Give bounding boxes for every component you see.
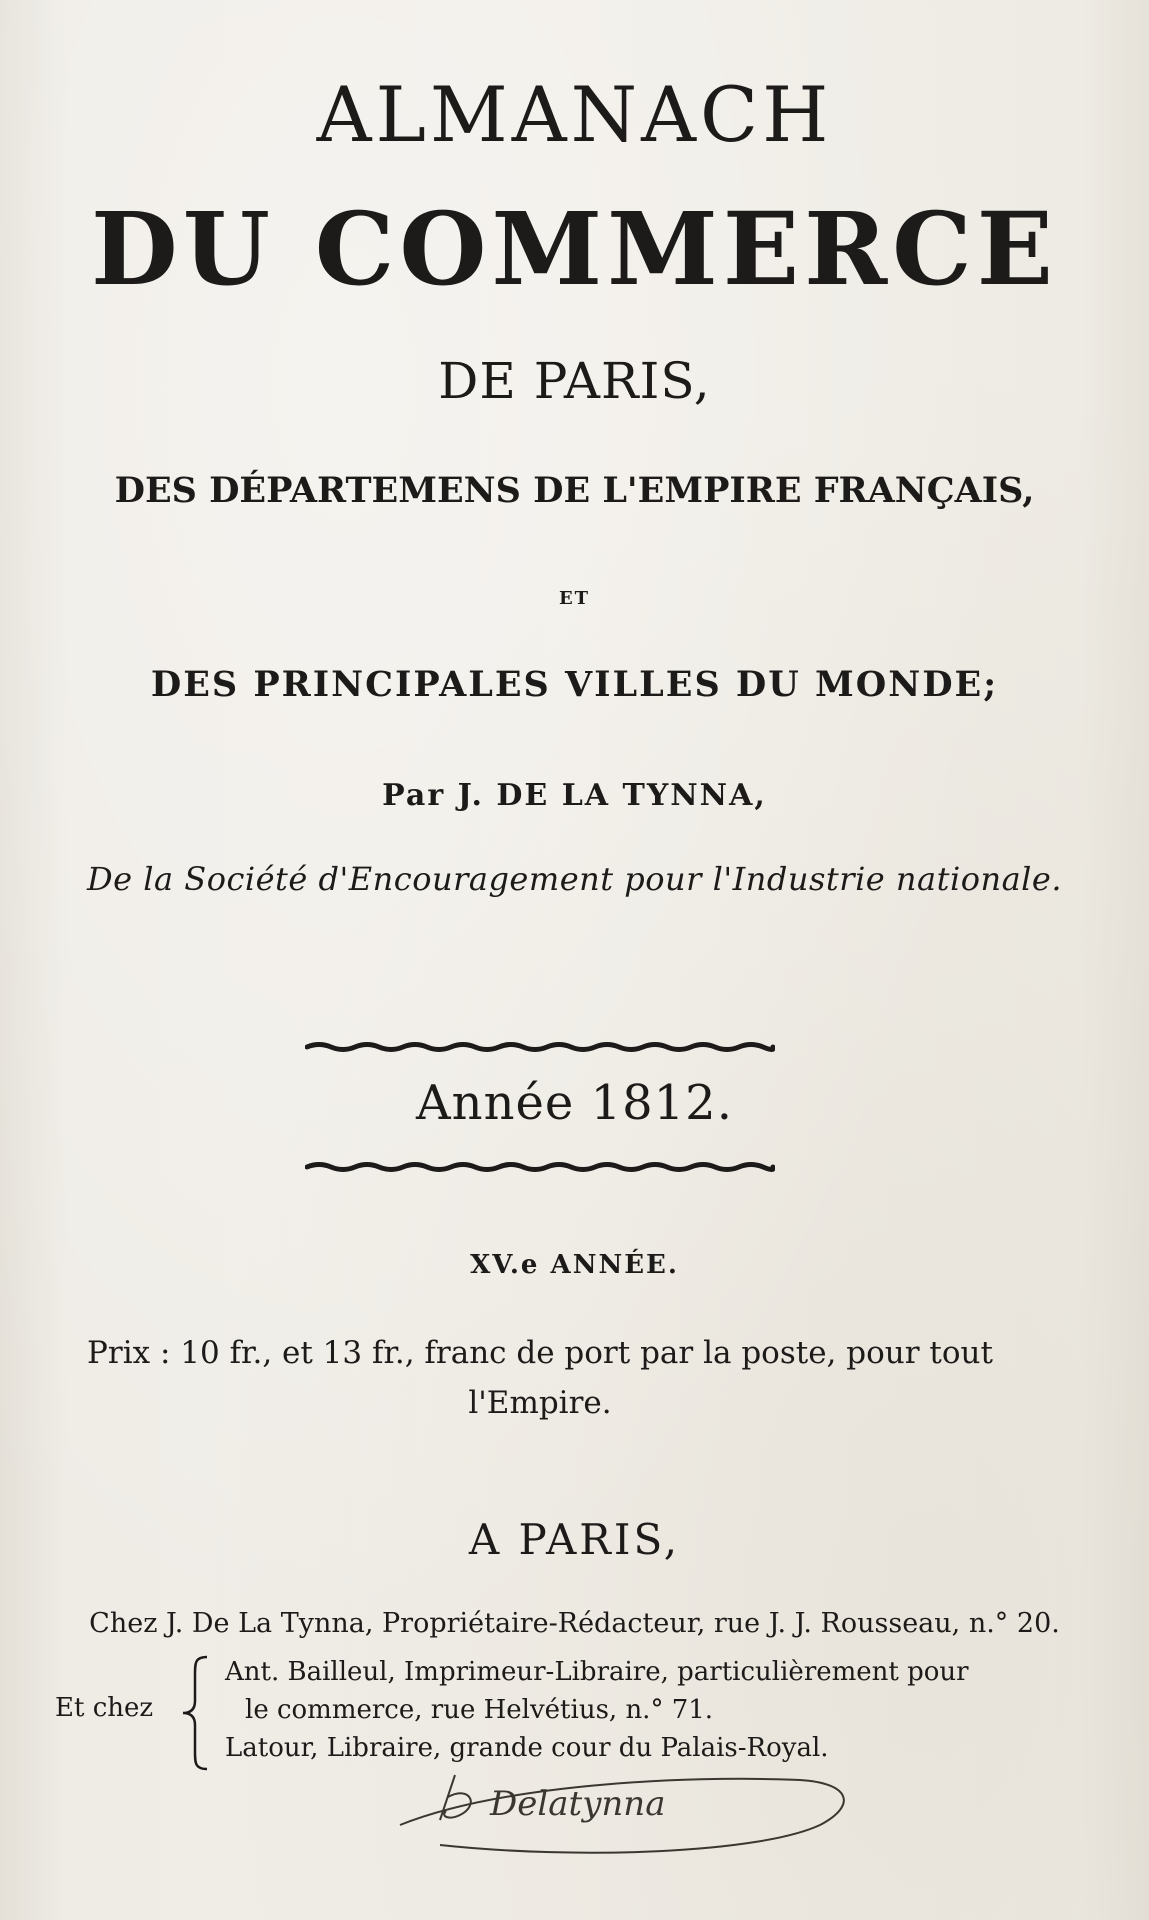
curly-brace-icon <box>173 1653 213 1773</box>
price-line: Prix : 10 fr., et 13 fr., franc de port par la poste, pour tout l'Empire. <box>87 1335 993 1421</box>
ornamental-rule-top <box>305 1040 775 1054</box>
imprint-also-line: Latour, Libraire, grande cour du Palais-Royal. <box>225 1733 829 1763</box>
year-line: Année 1812. <box>416 1075 733 1131</box>
imprint-city: A PARIS, <box>468 1515 681 1564</box>
imprint-also-line: Ant. Bailleul, Imprimeur-Libraire, particulièrement pour <box>225 1657 969 1687</box>
title-departemens: DES DÉPARTEMENS DE L'EMPIRE FRANÇAIS, <box>114 470 1035 511</box>
title-conjunction: ET <box>558 588 591 609</box>
title-principales-villes: DES PRINCIPALES VILLES DU MONDE; <box>150 664 999 705</box>
imprint-publisher: Chez J. De La Tynna, Propriétaire-Rédacteur, rue J. J. Rousseau, n.° 20. <box>89 1608 1060 1639</box>
title-du-commerce: DU COMMERCE <box>91 190 1058 308</box>
title-almanach: ALMANACH <box>316 70 833 159</box>
ornamental-rule-bottom <box>305 1160 775 1174</box>
handwritten-signature <box>380 1745 860 1865</box>
imprint-also-line: le commerce, rue Helvétius, n.° 71. <box>245 1695 714 1725</box>
title-de-paris: DE PARIS, <box>438 352 711 410</box>
author-line: Par J. DE LA TYNNA, <box>382 778 767 813</box>
signature-text: Delatynna <box>490 1784 666 1824</box>
edition-line: XV.e ANNÉE. <box>470 1250 679 1280</box>
society-line: De la Société d'Encouragement pour l'Industrie nationale. <box>87 860 1062 898</box>
imprint-also-label: Et chez <box>55 1693 154 1723</box>
